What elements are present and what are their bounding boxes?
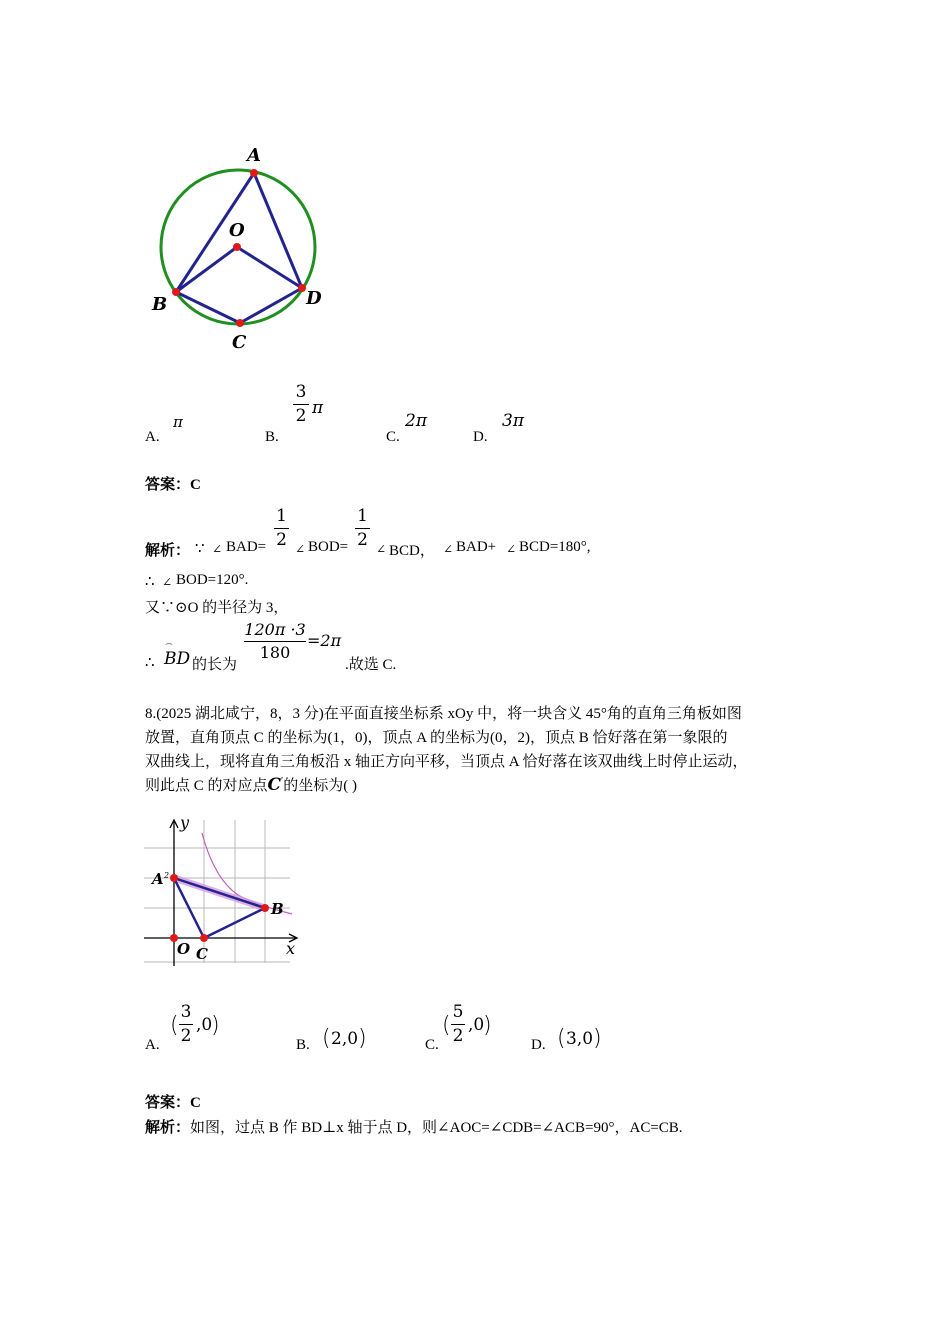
- q8-line-3: 双曲线上，现将直角三角板沿 x 轴正方向平移，当顶点 A 恰好落在该双曲线上时停止运动，: [145, 754, 748, 770]
- open-paren: (: [557, 1026, 566, 1051]
- arc-bd: BD: [164, 649, 191, 669]
- arc-length-fraction: [244, 620, 306, 662]
- fraction-numerator: 5: [452, 1002, 464, 1022]
- text-bcd: BCD，: [389, 543, 435, 559]
- fraction-bar: [179, 1024, 193, 1025]
- q8-line-1: 8.(2025 湖北咸宁，8，3 分)在平面直接坐标系 xOy 中，将一块含义 45°角的直角三角板如图: [145, 706, 742, 722]
- segment-ob: [176, 247, 237, 292]
- open-paren: (: [170, 1013, 179, 1038]
- close-paren: ): [483, 1013, 492, 1038]
- q7-option-c-letter: C.: [386, 429, 400, 445]
- text-bad-plus: BAD+: [456, 539, 497, 555]
- therefore-symbol: ∴: [145, 655, 155, 671]
- text-bod-120: BOD=120°.: [176, 572, 249, 588]
- close-paren: ): [211, 1013, 220, 1038]
- angle-symbol: ∠: [295, 542, 306, 556]
- fraction-denominator: 2: [452, 1026, 464, 1046]
- point-o: [233, 243, 241, 251]
- point-b: [172, 288, 180, 296]
- fraction-denominator: 180: [259, 643, 291, 662]
- q8-option-b-value: 2,0: [331, 1029, 359, 1049]
- c-prime-letter: C: [267, 775, 282, 795]
- text-bod-eq: BOD=: [308, 539, 349, 555]
- q8-option-b-letter: B.: [296, 1037, 310, 1053]
- text-bcd-180: BCD=180°,: [519, 539, 591, 555]
- solution-label: 解析：: [145, 1120, 191, 1136]
- label-b: B: [152, 294, 168, 315]
- fraction-numerator: 120π ·3: [244, 620, 306, 639]
- angle-symbol: ∠: [443, 542, 454, 556]
- fraction-denominator: 2: [180, 1026, 192, 1046]
- q7-option-a-letter: A.: [145, 429, 160, 445]
- open-paren: (: [322, 1026, 331, 1051]
- label-a: A: [152, 870, 164, 888]
- q8-answer: [145, 1091, 201, 1112]
- label-a: A: [247, 145, 261, 166]
- half-fraction-2: [355, 506, 370, 550]
- q8-line-4-end: 的坐标为( ): [283, 778, 357, 794]
- q8-option-a-fraction: [179, 1002, 193, 1046]
- point-d: [298, 284, 306, 292]
- point-c: [236, 319, 244, 327]
- fraction-denominator: 2: [276, 530, 287, 550]
- text-length-of: 的长为: [192, 657, 238, 673]
- point-b: [261, 904, 269, 912]
- arc-mark: ⌢: [165, 636, 173, 650]
- q8-line-4-start: 则此点 C 的对应点: [145, 778, 268, 794]
- fraction-denominator: 2: [357, 530, 368, 550]
- label-y: y: [180, 813, 190, 832]
- q8-option-c-tail: ,0: [468, 1015, 485, 1035]
- label-d: D: [306, 288, 322, 309]
- half-fraction-1: [274, 506, 289, 550]
- q7-option-b-letter: B.: [265, 429, 279, 445]
- q8-line-2: 放置，直角顶点 C 的坐标为(1，0)，顶点 A 的坐标为(0，2)，顶点 B 恰好落在第一象限的: [145, 730, 728, 746]
- text-bad-eq: BAD=: [226, 539, 267, 555]
- segment-ad: [254, 173, 302, 288]
- point-c: [200, 934, 208, 942]
- therefore-symbol: ∴: [145, 574, 155, 590]
- label-o: O: [177, 940, 191, 958]
- label-x: x: [286, 939, 296, 958]
- q7-option-b-pi: π: [312, 398, 324, 418]
- close-paren: ): [358, 1026, 367, 1051]
- angle-symbol: ∠: [212, 542, 223, 556]
- answer-label: 答案：: [145, 477, 191, 493]
- text-choose-c: .故选 C.: [345, 657, 397, 673]
- fraction-bar: [355, 528, 370, 529]
- fraction-numerator: 1: [276, 506, 287, 526]
- arc-length-result: =2π: [307, 631, 342, 650]
- fraction-denominator: 2: [295, 406, 307, 426]
- fraction-numerator: 1: [357, 506, 368, 526]
- label-two: 2: [164, 871, 170, 880]
- answer-value: C: [190, 477, 201, 493]
- fraction-bar: [293, 404, 309, 405]
- solution-line-radius: 又∵⊙O 的半径为 3，: [145, 600, 289, 616]
- point-a: [170, 874, 178, 882]
- q8-option-d-value: 3,0: [566, 1029, 594, 1049]
- label-c: C: [232, 332, 247, 353]
- label-b: B: [271, 900, 284, 918]
- circle-figure: [140, 140, 340, 360]
- close-paren: ): [593, 1026, 602, 1051]
- fraction-numerator: 3: [295, 382, 307, 402]
- label-o: O: [229, 220, 245, 241]
- angle-symbol: ∠: [162, 575, 173, 589]
- fraction-numerator: 3: [180, 1002, 192, 1022]
- q8-option-c-fraction: [451, 1002, 465, 1046]
- q7-option-b-fraction: [293, 382, 309, 426]
- label-c: C: [196, 945, 208, 963]
- answer-label: 答案：: [145, 1095, 191, 1111]
- angle-symbol: ∠: [506, 542, 517, 556]
- prime-mark: ′: [281, 776, 284, 787]
- q8-solution: [145, 1116, 683, 1137]
- q7-option-c-value: 2π: [405, 411, 427, 431]
- point-a: [250, 169, 258, 177]
- fraction-bar: [244, 641, 306, 642]
- angle-symbol: ∠: [376, 542, 387, 556]
- q7-answer: [145, 473, 201, 494]
- q7-option-a-value: π: [173, 413, 183, 431]
- q8-option-c-letter: C.: [425, 1037, 439, 1053]
- q8-line-4: [145, 774, 357, 795]
- answer-value: C: [190, 1095, 201, 1111]
- q7-option-d-value: 3π: [502, 411, 524, 431]
- q8-option-a-letter: A.: [145, 1037, 160, 1053]
- fraction-bar: [274, 528, 289, 529]
- solution-label: 解析：: [145, 543, 191, 559]
- open-paren: (: [442, 1013, 451, 1038]
- because-symbol: ∵: [195, 541, 205, 557]
- solution-text: 如图，过点 B 作 BD⊥x 轴于点 D，则∠AOC=∠CDB=∠ACB=90°，AC=CB.: [190, 1120, 683, 1136]
- q7-option-d-letter: D.: [473, 429, 488, 445]
- fraction-bar: [451, 1024, 465, 1025]
- coordinate-figure: [140, 808, 320, 973]
- q8-option-d-letter: D.: [531, 1037, 546, 1053]
- q8-option-a-tail: ,0: [196, 1015, 213, 1035]
